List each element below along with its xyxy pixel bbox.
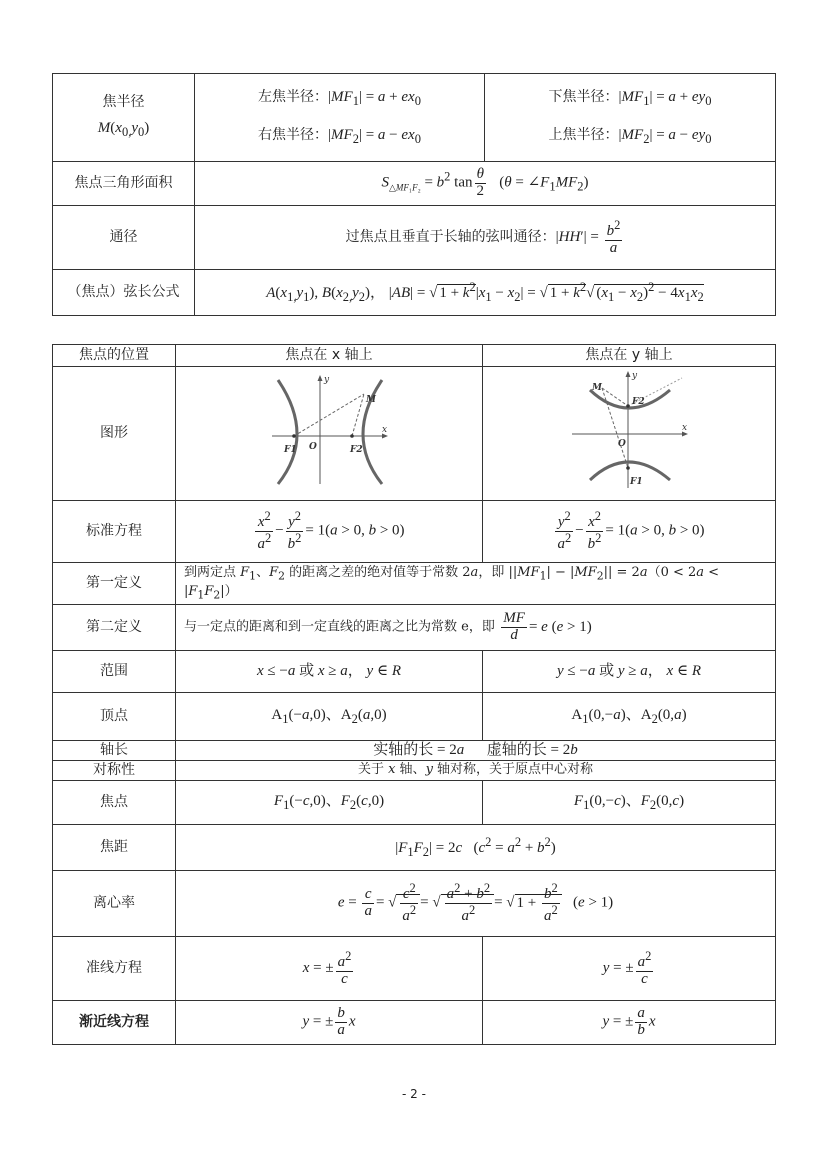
lower-focal-radius-formula: $|MF_1| = a + ey_0$ bbox=[618, 88, 712, 108]
x-fig-f2-label: F2 bbox=[350, 444, 363, 455]
header-row bbox=[53, 345, 776, 367]
focal-radius-point: $M(x_{0,}y_0)$ bbox=[97, 120, 150, 140]
directrix-y: y = ± $\frac{a^2}{c}$ bbox=[483, 937, 776, 1001]
y-fig-x-label: x bbox=[682, 423, 688, 434]
latus-rectum-cell bbox=[195, 206, 776, 270]
row-asymptote bbox=[53, 1001, 776, 1045]
vertex-x: $A_1(-a,0)$、$A_2(a,0)$ bbox=[176, 693, 483, 741]
focus-x: $F_1(-c,0)$、$F_2(c,0)$ bbox=[176, 781, 483, 825]
y-fig-m-label: M bbox=[592, 383, 602, 394]
label-range: 范围 bbox=[53, 651, 176, 693]
standard-equation-y: $\frac{y^2}{a^2}$ − $\frac{x^2}{b^2}$ = 1(a > 0, b > 0) bbox=[483, 501, 776, 563]
label-axis-length: 轴长 bbox=[53, 741, 176, 761]
label-symmetry: 对称性 bbox=[53, 761, 176, 781]
row-figure bbox=[53, 367, 776, 501]
standard-equation-x: $\frac{x^2}{a^2}$ − $\frac{y^2}{b^2}$ = 1(a > 0, b > 0) bbox=[176, 501, 483, 563]
row-focal-triangle-area bbox=[53, 162, 776, 206]
right-focal-radius-formula: $|MF_2| = a - ex_0$ bbox=[328, 126, 421, 146]
cell-lower-upper-focal-radius bbox=[485, 74, 776, 162]
directrix-x: x = ± $\frac{a^2}{c}$ bbox=[176, 937, 483, 1001]
eccentricity-value: e = $\frac{c}{a}$ = √ $\frac{c^2}{a^2}$ = √ $\frac{a^2 + b^2}{a^2}$ = √ 1 + $\frac{b^2}{a^2}$ (e > 1) bbox=[176, 871, 776, 937]
latus-rectum-text: 过焦点且垂直于长轴的弦叫通径： bbox=[345, 228, 556, 245]
row-axis-length bbox=[53, 741, 776, 761]
label-focal-distance: 焦距 bbox=[53, 825, 176, 871]
row-focal-radius bbox=[53, 74, 776, 162]
x-fig-y-label: y bbox=[324, 374, 330, 385]
x-fig-m-label: M bbox=[366, 394, 376, 405]
label-chord-length: （焦点）弦长公式 bbox=[53, 270, 195, 316]
x-axis-hyperbola-figure bbox=[264, 372, 394, 490]
label-focal-triangle-area: 焦点三角形面积 bbox=[53, 162, 195, 206]
right-focal-radius-prefix: 右焦半径： bbox=[258, 126, 329, 143]
header-focus-on-y: 焦点在 y 轴上 bbox=[483, 345, 776, 367]
y-fig-f1-label: F1 bbox=[630, 477, 643, 488]
row-first-definition bbox=[53, 563, 776, 605]
label-standard-equation: 标准方程 bbox=[53, 501, 176, 563]
x-fig-f1-label: F1 bbox=[284, 444, 297, 455]
page-number: - 2 - bbox=[402, 1087, 426, 1101]
second-definition-formula: $\frac{MF}{d}$ = e (e > 1) bbox=[503, 610, 592, 643]
focal-radius-label: 焦半径 bbox=[102, 93, 145, 110]
lower-focal-radius-prefix: 下焦半径： bbox=[548, 88, 619, 105]
label-second-definition: 第二定义 bbox=[53, 605, 176, 651]
cell-left-right-focal-radius bbox=[195, 74, 485, 162]
focal-properties-table bbox=[52, 73, 776, 316]
range-x: x ≤ −a 或 x ≥ a， y ∈ R bbox=[176, 651, 483, 693]
row-chord-length bbox=[53, 270, 776, 316]
asymptote-x: y = ± $\frac{b}{a}$ x bbox=[176, 1001, 483, 1045]
figure-x-axis-hyperbola-cell bbox=[176, 367, 483, 501]
label-first-definition: 第一定义 bbox=[53, 563, 176, 605]
range-y: y ≤ −a 或 y ≥ a， x ∈ R bbox=[483, 651, 776, 693]
latus-rectum-formula: |HH′| = $\frac{b^2}{a}$ bbox=[555, 217, 621, 256]
row-latus-rectum bbox=[53, 206, 776, 270]
row-directrix bbox=[53, 937, 776, 1001]
symmetry-value: 关于 x 轴、y 轴对称，关于原点中心对称 bbox=[176, 761, 776, 781]
row-eccentricity bbox=[53, 871, 776, 937]
figure-y-axis-hyperbola-cell bbox=[483, 367, 776, 501]
second-definition-cell bbox=[176, 605, 776, 651]
y-axis-hyperbola-figure bbox=[564, 368, 694, 493]
label-focal-radius bbox=[53, 74, 195, 162]
header-focus-on-x: 焦点在 x 轴上 bbox=[176, 345, 483, 367]
chord-length-formula: $A(x_{1,}y_1)$, $B(x_{2,}y_2)$， |AB| = √ $1 + k^2|x_1 - x_2|$ = √ $1 + k^2√$ $(x_1 - x_2)^2 - 4x_1x_2$ bbox=[195, 270, 776, 316]
first-definition-text: 到两定点 $F_1$、$F_2$ 的距离之差的绝对值等于常数 2a，即 $||MF_1| - |MF_2|| = 2a(0 < 2a < |F_1F_2|)$ bbox=[176, 563, 776, 605]
row-symmetry bbox=[53, 761, 776, 781]
label-directrix: 准线方程 bbox=[53, 937, 176, 1001]
row-range bbox=[53, 651, 776, 693]
label-vertex: 顶点 bbox=[53, 693, 176, 741]
y-fig-origin-label: O bbox=[618, 439, 626, 450]
upper-focal-radius-formula: $|MF_2| = a - ey_0$ bbox=[618, 126, 712, 146]
left-focal-radius-formula: $|MF_1| = a + ex_0$ bbox=[328, 88, 421, 108]
left-focal-radius-prefix: 左焦半径： bbox=[258, 88, 329, 105]
label-figure: 图形 bbox=[53, 367, 176, 501]
label-latus-rectum: 通径 bbox=[53, 206, 195, 270]
upper-focal-radius-prefix: 上焦半径： bbox=[548, 126, 619, 143]
label-focus: 焦点 bbox=[53, 781, 176, 825]
label-asymptote: 渐近线方程 bbox=[53, 1001, 176, 1045]
focal-triangle-area-formula: $S_{\triangle MF_1F_2} = b^2$ tan $\frac{\theta}{2}$ $(\theta = \angle F_1MF_2)$ bbox=[195, 162, 776, 206]
label-eccentricity: 离心率 bbox=[53, 871, 176, 937]
x-fig-origin-label: O bbox=[309, 441, 317, 452]
x-fig-x-label: x bbox=[382, 424, 388, 435]
axis-length-value: 实轴的长 = 2a 虚轴的长 = 2b bbox=[176, 741, 776, 761]
row-focal-distance bbox=[53, 825, 776, 871]
asymptote-y: y = ± $\frac{a}{b}$ x bbox=[483, 1001, 776, 1045]
row-standard-equation bbox=[53, 501, 776, 563]
row-second-definition bbox=[53, 605, 776, 651]
second-definition-text: 与一定点的距离和到一定直线的距离之比为常数 e，即 bbox=[184, 619, 495, 635]
focal-distance-value: $|F_1F_2| = 2c$ $(c^2 = a^2 + b^2)$ bbox=[176, 825, 776, 871]
focus-y: $F_1(0,-c)$、$F_2(0,c)$ bbox=[483, 781, 776, 825]
header-focus-position: 焦点的位置 bbox=[53, 345, 176, 367]
y-fig-y-label: y bbox=[632, 371, 638, 382]
row-vertex bbox=[53, 693, 776, 741]
y-fig-f2-label: F2 bbox=[632, 397, 645, 408]
hyperbola-properties-table bbox=[52, 344, 776, 1045]
row-focus bbox=[53, 781, 776, 825]
vertex-y: $A_1(0,-a)$、$A_2(0,a)$ bbox=[483, 693, 776, 741]
